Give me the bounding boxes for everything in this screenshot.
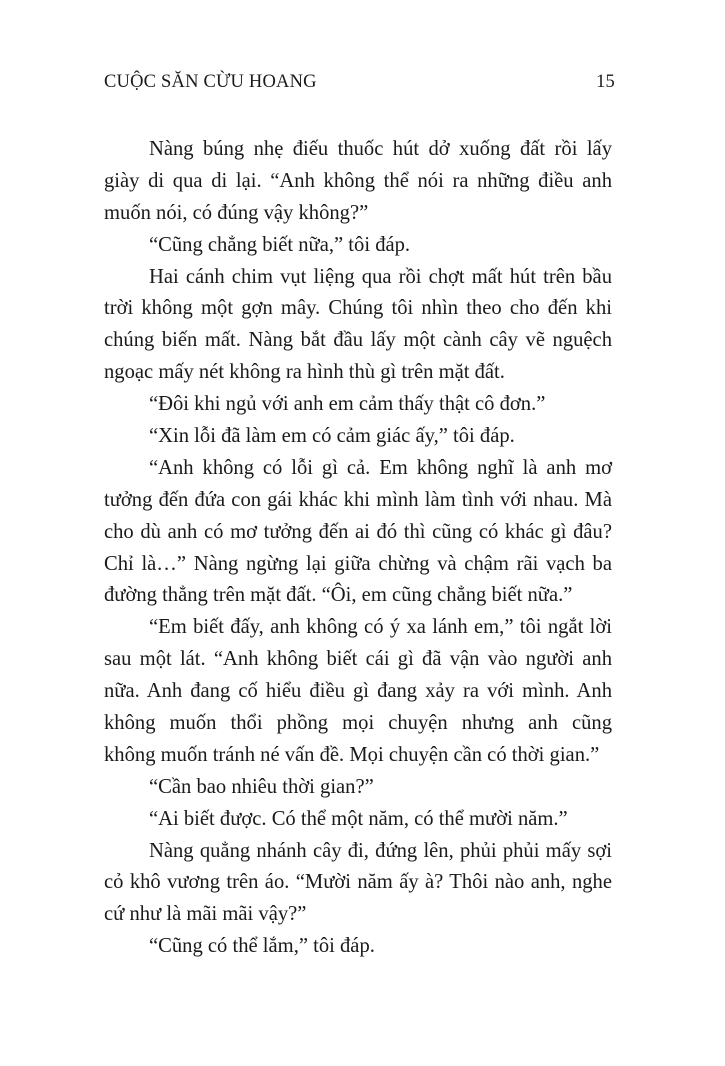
text-line: “Cần bao nhiêu thời gian?” xyxy=(149,775,374,798)
text-line: “Em biết đấy, anh không có ý xa lánh em,” tôi ngắt lời xyxy=(149,616,612,639)
text-line: “Cũng chẳng biết nữa,” tôi đáp. xyxy=(149,233,411,256)
text-line: tưởng đến đứa con gái khác khi mình làm tình với nhau. Mà xyxy=(104,488,612,511)
text-line: muốn nói, có đúng vậy không?” xyxy=(104,201,369,224)
text-line: không muốn thổi phồng mọi chuyện nhưng anh cũng xyxy=(104,712,612,735)
text-line: “Anh không có lỗi gì cả. Em không nghĩ là anh mơ xyxy=(149,456,612,479)
text-line: “Đôi khi ngủ với anh em cảm thấy thật cô đơn.” xyxy=(149,393,546,416)
text-line: Hai cánh chim vụt liệng qua rồi chợt mất hút trên bầu xyxy=(149,265,612,288)
text-line: sau một lát. “Anh không biết cái gì đã vận vào người anh xyxy=(104,648,612,671)
text-line: Nàng quẳng nhánh cây đi, đứng lên, phủi phủi mấy sợi xyxy=(149,839,612,862)
text-line: “Xin lỗi đã làm em có cảm giác ấy,” tôi đáp. xyxy=(149,425,515,448)
text-line: cho dù anh có mơ tưởng đến ai đó thì cũng có khác gì đâu? xyxy=(104,520,612,543)
text-line: nữa. Anh đang cố hiểu điều gì đang xảy ra với mình. Anh xyxy=(104,680,612,703)
book-title: CUỘC SĂN CỪU HOANG xyxy=(104,72,317,92)
text-line: cứ như là mãi mãi vậy?” xyxy=(104,903,307,926)
text-line: trời không một gợn mây. Chúng tôi nhìn theo cho đến khi xyxy=(104,297,612,320)
text-line: giày di qua di lại. “Anh không thể nói ra những điều anh xyxy=(104,169,612,192)
running-head xyxy=(104,72,615,93)
text-line: đường thẳng trên mặt đất. “Ôi, em cũng chẳng biết nữa.” xyxy=(104,584,573,607)
text-line: “Ai biết được. Có thể một năm, có thể mười năm.” xyxy=(149,807,568,830)
text-line: Nàng búng nhẹ điếu thuốc hút dở xuống đất rồi lấy xyxy=(149,138,612,160)
text-line: cỏ khô vương trên áo. “Mười năm ấy à? Thôi nào anh, nghe xyxy=(104,871,612,894)
text-line: “Cũng có thể lắm,” tôi đáp. xyxy=(149,935,375,958)
text-line: ngoạc mấy nét không ra hình thù gì trên mặt đất. xyxy=(104,361,505,384)
text-line: chúng biến mất. Nàng bắt đầu lấy một cành cây vẽ nguệch xyxy=(104,329,612,352)
text-line: Chỉ là…” Nàng ngừng lại giữa chừng và chậm rãi vạch ba xyxy=(104,552,612,575)
page-number: 15 xyxy=(596,72,615,92)
body-text xyxy=(104,134,612,963)
text-line: không muốn tránh né vấn đề. Mọi chuyện cần có thời gian.” xyxy=(104,743,600,766)
